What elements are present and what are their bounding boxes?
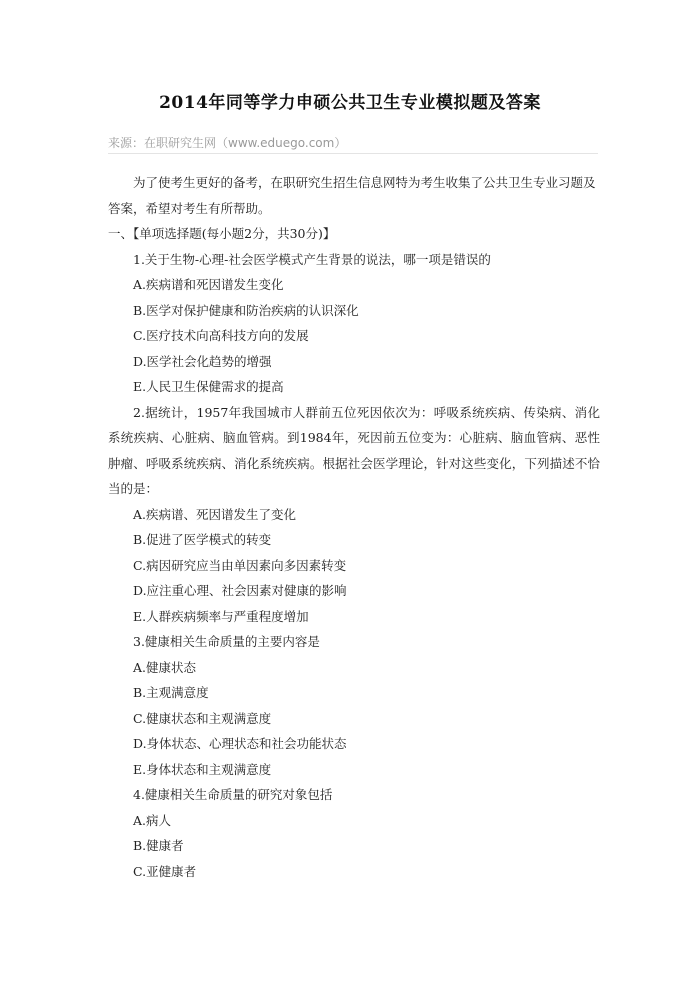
divider [108,153,598,154]
option: E.人民卫生保健需求的提高 [133,379,284,394]
option: B.医学对保护健康和防治疾病的认识深化 [133,302,359,318]
question-4 [108,782,600,884]
option: A.疾病谱、死因谱发生了变化 [133,506,297,522]
option: C.病因研究应当由单因素向多因素转变 [133,557,347,573]
option: D.身体状态、心理状态和社会功能状态 [133,736,347,751]
option: A.疾病谱和死因谱发生变化 [133,277,284,292]
option: A.健康状态 [133,659,197,675]
document-body [108,170,600,884]
page-title: 2014年同等学力申硕公共卫生专业模拟题及答案 [159,93,541,113]
question-1 [108,247,600,400]
option: C.健康状态和主观满意度 [133,710,272,726]
option: E.人群疾病频率与严重程度增加 [133,608,309,624]
option: D.医学社会化趋势的增强 [133,353,272,369]
section-heading: 一、【单项选择题(每小题2分，共30分)】 [108,226,336,241]
option: C.亚健康者 [133,863,197,879]
option: B.健康者 [133,838,184,853]
question-3 [108,629,600,782]
option: D.应注重心理、社会因素对健康的影响 [133,583,347,598]
option: A.病人 [133,812,172,828]
source-line: 来源：在职研究生网（www.eduego.com） [108,136,347,150]
question-stem: 4.健康相关生命质量的研究对象包括 [133,787,333,802]
intro-paragraph: 为了使考生更好的备考，在职研究生招生信息网特为考生收集了公共卫生专业习题及答案，希望对考生有所帮助。 [108,175,596,216]
option: C.医疗技术向高科技方向的发展 [133,328,309,343]
question-stem: 2.据统计，1957年我国城市人群前五位死因依次为：呼吸系统疾病、传染病、消化系统疾病、心脏病、脑血管病。到1984年，死因前五位变为：心脏病、脑血管病、恶性肿瘤、呼吸系统疾病、消化系统疾病。根据社会医学理论，针对这些变化，下列描述不恰当的是： [108,404,600,496]
option: B.主观满意度 [133,685,209,700]
question-stem: 3.健康相关生命质量的主要内容是 [133,634,320,649]
option: E.身体状态和主观满意度 [133,761,272,777]
option: B.促进了医学模式的转变 [133,532,272,547]
question-2 [108,400,600,630]
question-stem: 1.关于生物-心理-社会医学模式产生背景的说法，哪一项是错误的 [133,251,491,267]
